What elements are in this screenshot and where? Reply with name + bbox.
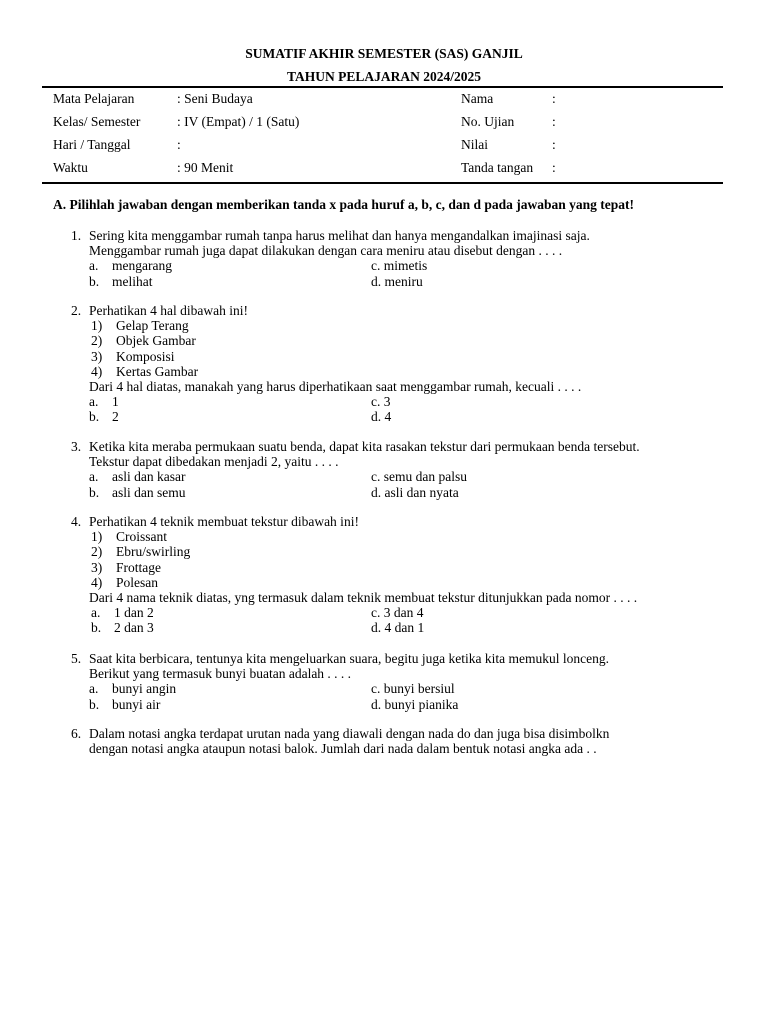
info-label-exam-number: No. Ujian (461, 114, 515, 129)
question-text: Berikut yang termasuk bunyi buatan adalah . . . . (89, 666, 352, 682)
option-b: melihat (112, 273, 153, 289)
option-c: c. 3 dan 4 (371, 605, 424, 621)
option-b: 2 (112, 409, 119, 425)
option-b-letter: b. (91, 620, 102, 636)
info-value-score: : (552, 137, 556, 152)
info-label-time: Waktu (53, 160, 88, 175)
list-item-number: 4) (91, 574, 103, 590)
option-d: d. 4 dan 1 (371, 620, 425, 636)
info-label-name: Nama (461, 91, 494, 106)
question-text: Tekstur dapat dibedakan menjadi 2, yaitu . . . . (89, 454, 339, 470)
option-b: bunyi air (112, 696, 161, 712)
question-text: Perhatikan 4 teknik membuat tekstur dibawah ini! (89, 514, 359, 529)
info-value-class: : IV (Empat) / 1 (Satu) (177, 114, 300, 129)
section-a-instruction: A. Pilihlah jawaban dengan memberikan tanda x pada huruf a, b, c, dan d pada jawaban yang tepat! (53, 197, 634, 212)
list-item: Croissant (116, 529, 168, 545)
info-label-subject: Mata Pelajaran (53, 91, 135, 106)
option-b-letter: b. (89, 484, 100, 500)
info-value-date: : (177, 137, 181, 152)
option-d: d. asli dan nyata (371, 484, 459, 500)
list-item: Komposisi (116, 348, 175, 364)
option-b-letter: b. (89, 409, 100, 425)
question-text: Dalam notasi angka terdapat urutan nada yang diawali dengan nada do dan juga bisa disimbolkn (89, 726, 610, 741)
exam-year: TAHUN PELAJARAN 2024/2025 (286, 69, 481, 84)
option-c: c. bunyi bersiul (371, 681, 455, 697)
option-a: 1 dan 2 (114, 605, 154, 621)
question-text: Sering kita menggambar rumah tanpa harus melihat dan hanya mengandalkan imajinasi saja. (89, 228, 590, 243)
question-2 (71, 303, 731, 425)
question-number: 5. (71, 651, 82, 666)
list-item-number: 2) (91, 544, 103, 560)
info-value-name: : (552, 91, 556, 106)
question-text: Saat kita berbicara, tentunya kita mengeluarkan suara, begitu juga ketika kita memukul lonceng. (89, 651, 609, 666)
info-value-time: : 90 Menit (177, 160, 234, 175)
question-1 (71, 228, 731, 289)
info-label-signature: Tanda tangan (461, 160, 534, 175)
question-text: Menggambar rumah juga dapat dilakukan dengan cara meniru atau disebut dengan . . . . (89, 243, 563, 259)
question-text: dengan notasi angka ataupun notasi balok. Jumlah dari nada dalam bentuk notasi angka ada . . (89, 741, 597, 757)
option-a: mengarang (112, 258, 172, 274)
option-d: d. 4 (371, 409, 392, 425)
question-text: Dari 4 hal diatas, manakah yang harus diperhatikaan saat menggambar rumah, kecuali . . . . (89, 378, 582, 394)
list-item: Frottage (116, 559, 161, 575)
option-b: 2 dan 3 (114, 620, 154, 636)
option-a-letter: a. (89, 469, 99, 485)
header-top-rule (42, 86, 723, 88)
question-5 (71, 651, 731, 712)
option-b: asli dan semu (112, 484, 186, 500)
list-item-number: 1) (91, 318, 103, 334)
option-a: 1 (112, 394, 119, 410)
option-a-letter: a. (89, 681, 99, 697)
option-a-letter: a. (91, 605, 101, 621)
question-number: 2. (71, 303, 82, 318)
list-item: Ebru/swirling (116, 544, 191, 560)
question-4 (71, 514, 731, 636)
question-text: Perhatikan 4 hal dibawah ini! (89, 303, 248, 318)
list-item-number: 1) (91, 529, 103, 545)
list-item: Kertas Gambar (116, 363, 199, 379)
info-value-signature: : (552, 160, 556, 175)
exam-title: SUMATIF AKHIR SEMESTER (SAS) GANJIL (245, 46, 523, 61)
option-a-letter: a. (89, 394, 99, 410)
option-d: d. meniru (371, 273, 423, 289)
list-item-number: 3) (91, 559, 103, 575)
question-6 (71, 726, 731, 756)
list-item: Objek Gambar (116, 333, 196, 349)
option-a-letter: a. (89, 258, 99, 274)
question-text: Dari 4 nama teknik diatas, yng termasuk dalam teknik membuat tekstur ditunjukkan pada nomor . . . . (89, 589, 638, 605)
question-3 (71, 439, 731, 500)
list-item-number: 3) (91, 348, 103, 364)
option-a: asli dan kasar (112, 469, 186, 485)
info-label-date: Hari / Tanggal (53, 137, 131, 152)
question-number: 1. (71, 228, 82, 243)
list-item-number: 4) (91, 363, 103, 379)
option-c: c. 3 (371, 394, 391, 410)
question-number: 6. (71, 726, 82, 741)
option-c: c. mimetis (371, 258, 428, 274)
info-label-score: Nilai (461, 137, 488, 152)
option-b-letter: b. (89, 696, 100, 712)
list-item-number: 2) (91, 333, 103, 349)
option-b-letter: b. (89, 273, 100, 289)
list-item: Gelap Terang (116, 318, 189, 334)
option-a: bunyi angin (112, 681, 177, 697)
question-number: 3. (71, 439, 82, 454)
info-value-subject: : Seni Budaya (177, 91, 253, 106)
question-number: 4. (71, 514, 82, 529)
info-label-class: Kelas/ Semester (53, 114, 141, 129)
option-d: d. bunyi pianika (371, 696, 459, 712)
info-value-exam-number: : (552, 114, 556, 129)
option-c: c. semu dan palsu (371, 469, 467, 485)
question-text: Ketika kita meraba permukaan suatu benda, dapat kita rasakan tekstur dari permukaan benda tersebut. (89, 439, 640, 454)
list-item: Polesan (116, 574, 158, 590)
header-bottom-rule (42, 182, 723, 184)
